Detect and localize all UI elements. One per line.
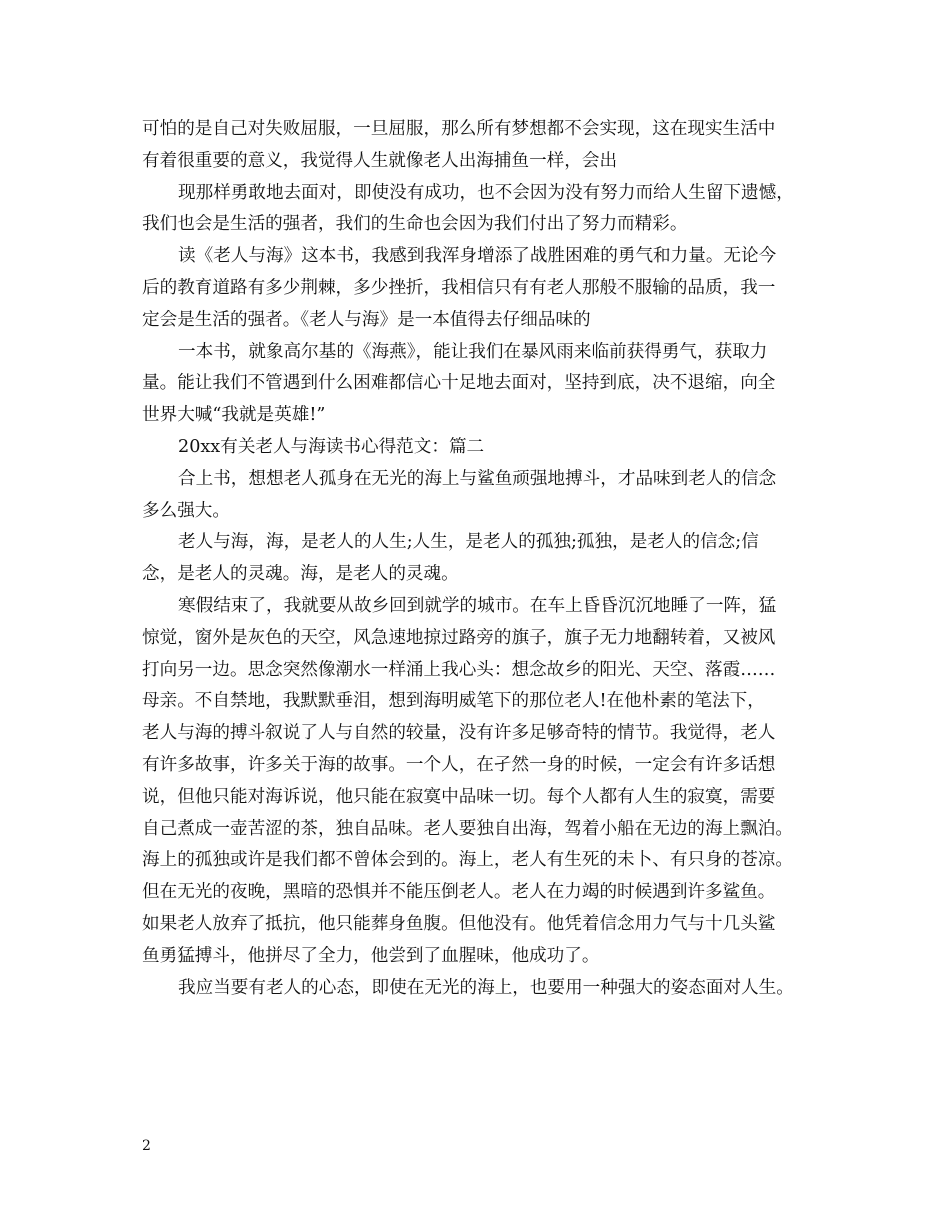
text-line: 我们也会是生活的强者，我们的生命也会因为我们付出了努力而精彩。: [142, 214, 688, 235]
text-line: 母亲。不自禁地，我默默垂泪，想到海明威笔下的那位老人!在他朴素的笔法下，: [142, 691, 765, 712]
body-text: [142, 114, 822, 1004]
text-line: 打向另一边。思念突然像潮水一样涌上我心头：想念故乡的阳光、天空、落霞……: [142, 659, 776, 680]
text-line: 惊觉，窗外是灰色的天空，风急速地掠过路旁的旗子，旗子无力地翻转着，又被风: [142, 627, 776, 648]
text-line: 但在无光的夜晚，黑暗的恐惧并不能压倒老人。老人在力竭的时候遇到许多鲨鱼。: [142, 882, 776, 903]
text-line: 读《老人与海》这本书，我感到我浑身增添了战胜困难的勇气和力量。无论今: [178, 246, 777, 267]
text-line: 说，但他只能对海诉说，他只能在寂寞中品味一切。每个人都有人生的寂寞，需要: [142, 786, 776, 807]
text-line: 念，是老人的灵魂。海，是老人的灵魂。: [142, 564, 459, 585]
text-line: 20xx有关老人与海读书心得范文：篇二: [178, 436, 485, 457]
text-line: 我应当要有老人的心态，即使在无光的海上，也要用一种强大的姿态面对人生。: [178, 977, 794, 998]
text-line: 自己煮成一壶苦涩的茶，独自品味。老人要独自出海，驾着小船在无边的海上飘泊。: [142, 818, 793, 839]
text-line: 一本书，就象高尔基的《海燕》，能让我们在暴风雨来临前获得勇气，获取力: [178, 341, 768, 362]
text-line: 寒假结束了，我就要从故乡回到就学的城市。在车上昏昏沉沉地睡了一阵，猛: [178, 595, 777, 616]
text-line: 合上书，想想老人孤身在无光的海上与鲨鱼顽强地搏斗，才品味到老人的信念: [178, 468, 777, 489]
text-line: 有许多故事，许多关于海的故事。一个人，在孑然一身的时候，一定会有许多话想: [142, 754, 776, 775]
text-line: 定会是生活的强者。《老人与海》是一本值得去仔细品味的: [142, 309, 591, 330]
text-line: 现那样勇敢地去面对，即使没有成功，也不会因为没有努力而给人生留下遗憾，: [178, 182, 794, 203]
text-line: 可怕的是自己对失败屈服，一旦屈服，那么所有梦想都不会实现，这在现实生活中: [142, 119, 776, 139]
text-line: 有着很重要的意义，我觉得人生就像老人出海捕鱼一样，会出: [142, 150, 618, 171]
text-line: 海上的孤独或许是我们都不曾体会到的。海上，老人有生死的未卜、有只身的苍凉。: [142, 850, 793, 871]
page-number: 2: [142, 1138, 151, 1154]
text-line: 多么强大。: [142, 500, 230, 521]
text-line: 老人与海的搏斗叙说了人与自然的较量，没有许多足够奇特的情节。我觉得，老人: [142, 723, 776, 744]
text-line: 鱼勇猛搏斗，他拼尽了全力，他尝到了血腥味，他成功了。: [142, 945, 600, 966]
text-line: 世界大喊“我就是英雄!”: [142, 405, 326, 426]
text-line: 后的教育道路有多少荆棘，多少挫折，我相信只有有老人那般不服输的品质，我一: [142, 277, 776, 298]
text-line: 量。能让我们不管遇到什么困难都信心十足地去面对，坚持到底，决不退缩，向全: [142, 373, 776, 394]
text-line: 老人与海，海，是老人的人生;人生，是老人的孤独;孤独，是老人的信念;信: [178, 532, 759, 553]
text-line: 如果老人放弃了抵抗，他只能葬身鱼腹。但他没有。他凭着信念用力气与十几头鲨: [142, 913, 776, 934]
